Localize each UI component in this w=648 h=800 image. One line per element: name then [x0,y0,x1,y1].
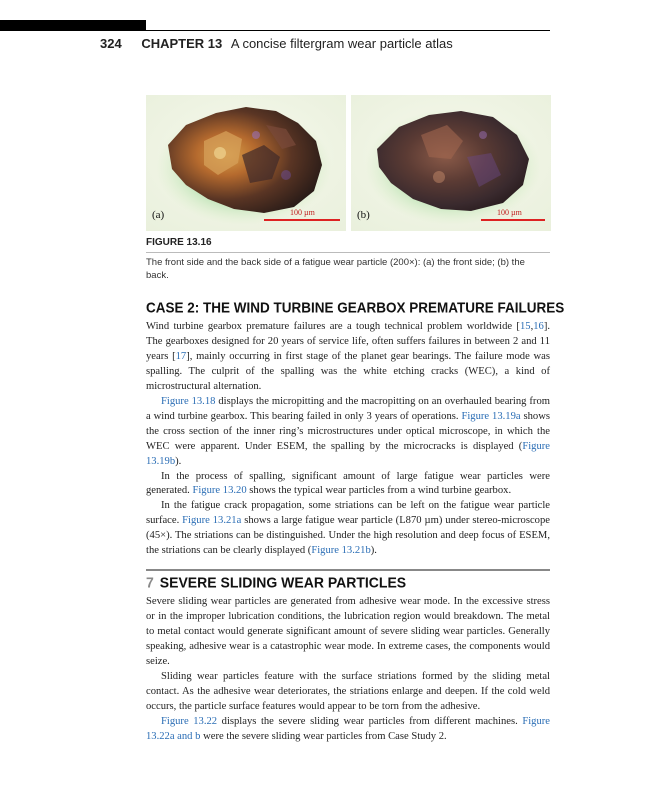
section7-paragraph-3: Figure 13.22 displays the severe sliding wear particles from different machines. Figure 13.22a and b were the severe sliding wear particles from Case Study 2. [146,715,550,742]
chapter-number: CHAPTER 13 [141,36,223,51]
scale-label-a: 100 µm [290,208,315,217]
panel-a-label: (a) [152,209,165,221]
section-7-heading [146,574,406,591]
figure-panel-b [351,95,551,231]
header-rule [146,30,550,31]
case2-body [146,320,550,559]
section-rule [146,569,550,571]
section7-paragraph-1: Severe sliding wear particles are generated from adhesive wear mode. In the excessive stress or in the improper lubrication conditions, the lubrication region would breakdown. The metal to metal contact would generate significant amount of severe sliding wear particles. Generally speaking, adhesive wear is a catastrophic wear mode. In extreme cases, the components would seize. [146,596,550,667]
figure-caption: The front side and the back side of a fatigue wear particle (200×): (a) the front side; (b) the back. [146,257,525,281]
figure-link[interactable]: Figure 13.18 [161,395,216,407]
ref-link[interactable]: 16 [533,321,544,332]
case2-paragraph-2: Figure 13.18 displays the micropitting and the macropitting on an overhauled bearing from a wind turbine gearbox. This bearing failed in only 3 years of operations. Figure 13.19a shows the cross section of the inner ring’s microstructures under optical microscope, in which the WEC were apparent. Under ESEM, the spalling by the microcracks is displayed (Figure 13.19b). [146,395,550,467]
scale-bar-a [264,219,340,221]
figure-label: FIGURE 13.16 [146,237,212,248]
case2-paragraph-4: In the fatigue crack propagation, some striations can be left on the fatigue wear particle surface. Figure 13.21a shows a large fatigue wear particle (L870 µm) under stereo-microscope (45×). The striations can be distinguished. Under the high resolution and deep focus of ESEM, the striations can be clearly displayed (Figure 13.21b). [146,500,550,557]
section-title: SEVERE SLIDING WEAR PARTICLES [159,573,407,591]
case2-paragraph-1: Wind turbine gearbox premature failures are a tough technical problem worldwide [15,16]. The gearboxes designed for 20 years of service life, often suffers failures in between 2 and 11 years [17], mainly occurring in first stage of the planet gear bearings. The failure mode was spalling. The culprit of the spalling was the white etching cracks (WEC), a kind of microstructural alternation. [146,321,550,392]
figure-link[interactable]: Figure 13.22a and b [146,715,550,742]
panel-b-label: (b) [357,209,370,221]
ref-link[interactable]: 17 [175,350,187,362]
scale-bar-b [481,219,545,221]
page-number: 324 [100,36,122,51]
figure-link[interactable]: Figure 13.20 [192,485,247,497]
scale-label-b: 100 µm [497,208,522,217]
figure-link[interactable]: Figure 13.21b [311,545,371,557]
particle-image-a [146,95,346,231]
running-header [100,36,453,51]
figure-panel-a [146,95,346,231]
case2-heading: CASE 2: THE WIND TURBINE GEARBOX PREMATURE FAILURES [146,299,565,316]
header-bar [0,20,146,31]
figure-link[interactable]: Figure 13.21a [182,515,242,527]
case2-paragraph-3: In the process of spalling, significant amount of large fatigue wear particles were generated. Figure 13.20 shows the typical wear particles from a wind turbine gearbox. [146,470,550,497]
ref-link[interactable]: 15 [519,321,531,332]
section-number: 7 [146,573,154,591]
section-7-body [146,595,550,745]
section7-paragraph-2: Sliding wear particles feature with the surface striations formed by the sliding metal contact. As the adhesive wear deteriorates, the striations enlarge and deepen. If the cold weld occurs, the particle surface features would appear to be torn from the adhesive. [146,670,550,712]
figure-caption-rule [146,252,550,253]
figure-link[interactable]: Figure 13.19b [146,440,550,467]
chapter-title: A concise filtergram wear particle atlas [230,36,453,51]
figure-link[interactable]: Figure 13.19a [461,410,521,422]
figure-link[interactable]: Figure 13.22 [161,715,218,727]
